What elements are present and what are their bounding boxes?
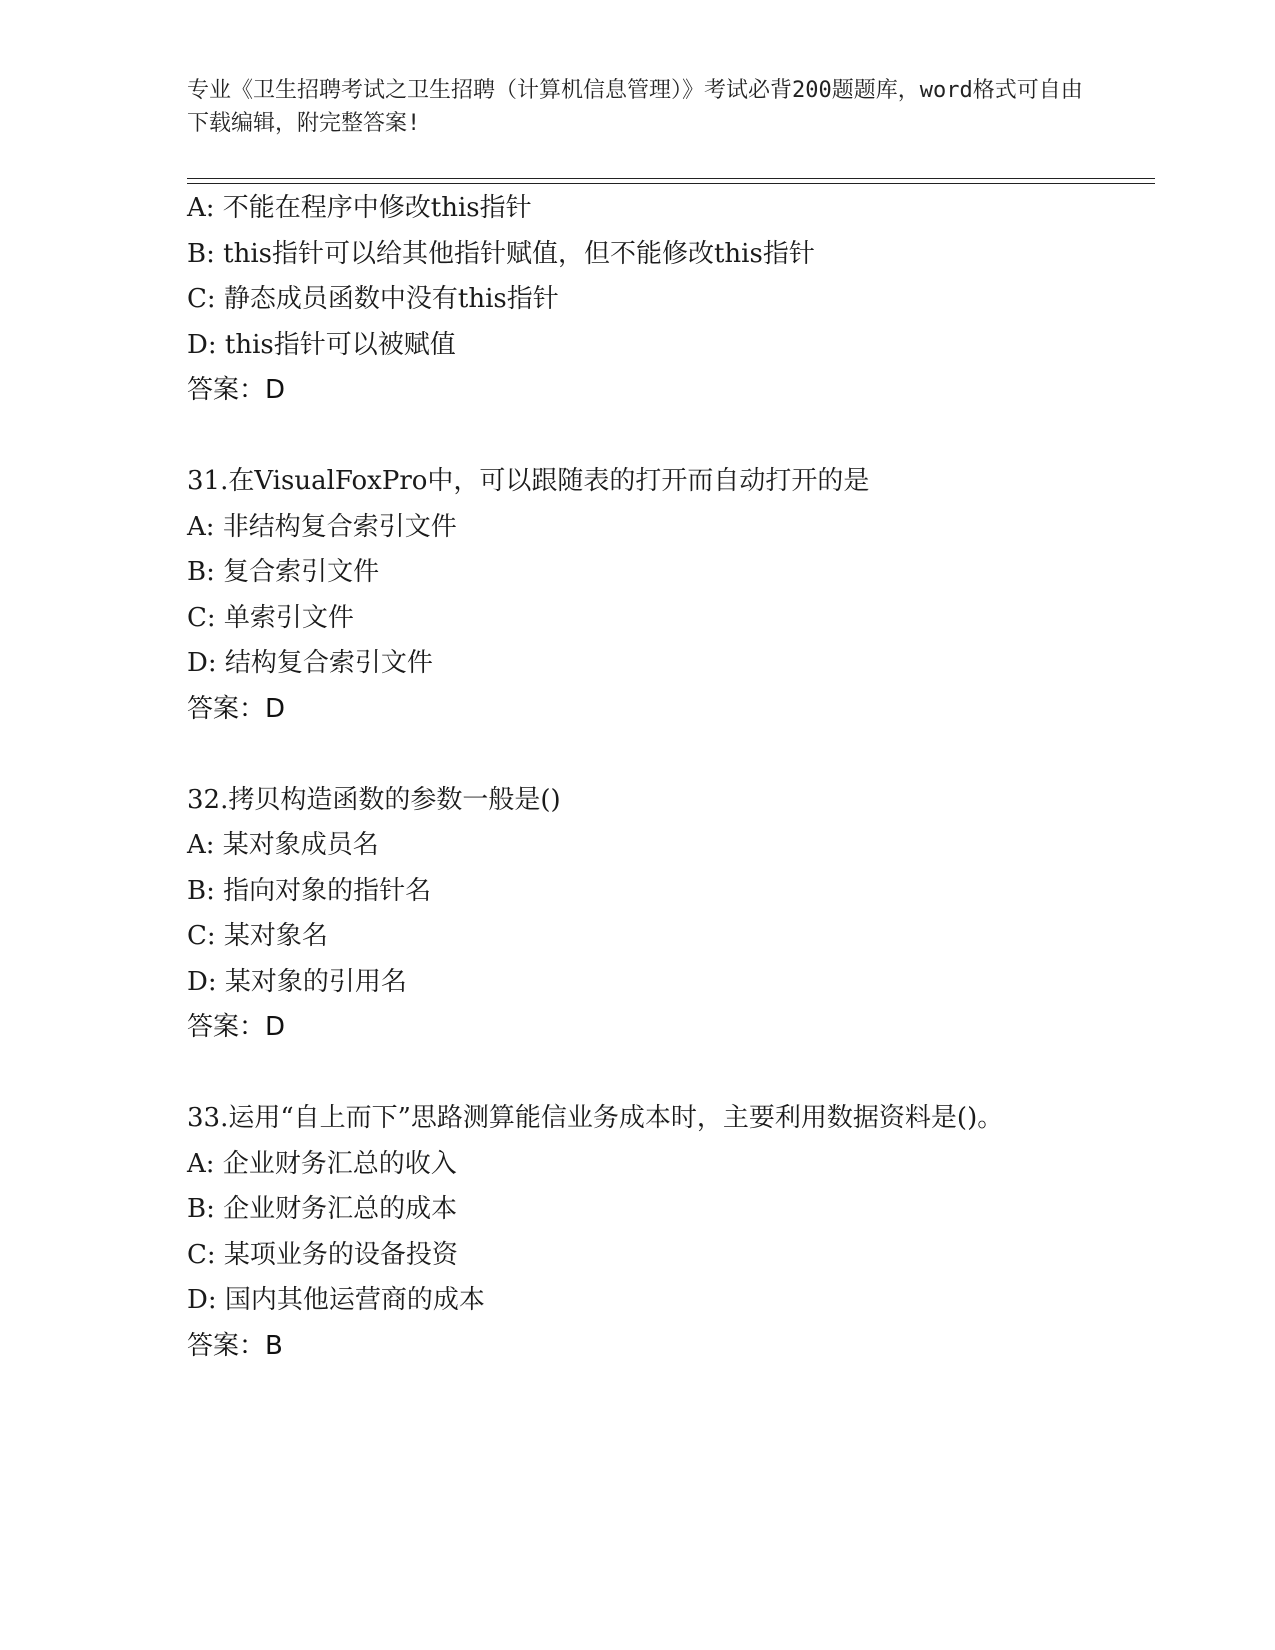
- option-a: A: 企业财务汇总的收入: [187, 1148, 457, 1179]
- document-header: [187, 74, 1087, 140]
- option-b: B: 指向对象的指针名: [187, 875, 432, 906]
- answer-line: 答案：B: [187, 1330, 283, 1361]
- option-b: B: 复合索引文件: [187, 557, 380, 587]
- option-d: D: 国内其他运营商的成本: [187, 1285, 485, 1315]
- header-text: 专业《卫生招聘考试之卫生招聘（计算机信息管理）》考试必背200题题库，word格式可自由下载编辑，附完整答案!: [187, 78, 1083, 136]
- option-b: B: this指针可以给其他指针赋值，但不能修改this指针: [187, 238, 815, 269]
- spacer: [187, 1051, 1087, 1097]
- question-text: 33.运用“自上而下”思路测算能信业务成本时，主要利用数据资料是()。: [187, 1103, 1004, 1133]
- option-c: C: 某项业务的设备投资: [187, 1239, 458, 1270]
- header-rule-bottom: [187, 183, 1155, 184]
- answer-line: 答案：D: [187, 1012, 286, 1042]
- header-rule-top: [187, 178, 1155, 179]
- option-d: D: 结构复合索引文件: [187, 648, 433, 678]
- option-a: A: 某对象成员名: [187, 830, 379, 860]
- spacer: [187, 414, 1087, 460]
- option-c: C: 某对象名: [187, 921, 328, 951]
- answer-line: 答案：D: [187, 375, 286, 405]
- question-33: [187, 1096, 1087, 1369]
- spacer: [187, 732, 1087, 778]
- question-list: [187, 186, 1087, 1369]
- option-a: A: 不能在程序中修改this指针: [187, 193, 532, 223]
- option-c: C: 静态成员函数中没有this指针: [187, 284, 559, 314]
- option-b: B: 企业财务汇总的成本: [187, 1194, 458, 1224]
- option-d: D: 某对象的引用名: [187, 966, 407, 997]
- option-a: A: 非结构复合索引文件: [187, 511, 457, 542]
- question-text: 31.在VisualFoxPro中，可以跟随表的打开而自动打开的是: [187, 466, 870, 496]
- answer-line: 答案：D: [187, 693, 286, 724]
- option-c: C: 单索引文件: [187, 602, 354, 633]
- question-32: [187, 778, 1087, 1051]
- question-31: [187, 459, 1087, 732]
- question-30: [187, 186, 1087, 414]
- question-text: 32.拷贝构造函数的参数一般是(): [187, 784, 561, 815]
- option-d: D: this指针可以被赋值: [187, 329, 456, 360]
